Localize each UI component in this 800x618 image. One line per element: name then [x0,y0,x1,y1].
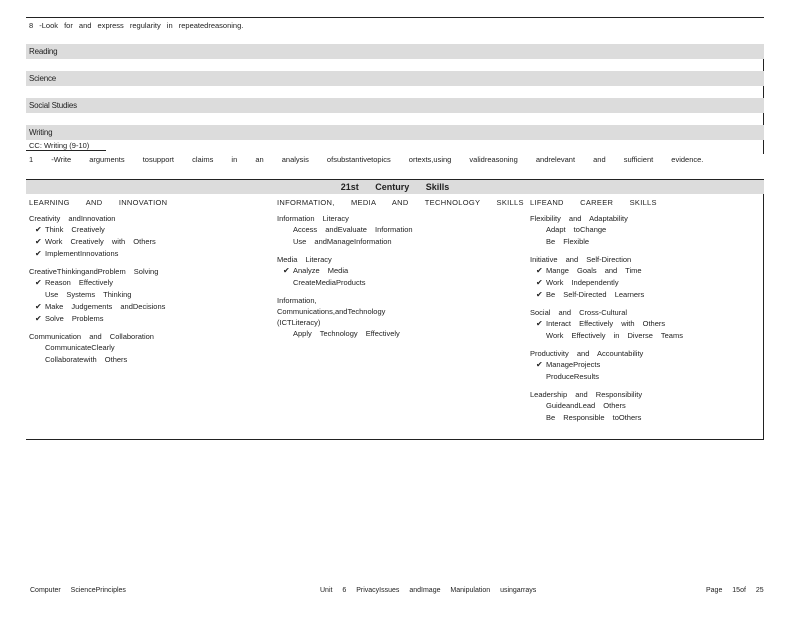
skill-item-label: Be Self-Directed Learners [546,290,645,299]
skills-column-learning [29,198,167,372]
skill-item [530,224,683,236]
skill-group [530,307,683,342]
skill-group-title: Media Literacy [277,255,332,264]
skill-group-title: Social and Cross-Cultural [530,308,628,317]
skill-item-label: Solve Problems [45,314,104,323]
checkmark-icon: ✔ [35,302,42,311]
band-writing-label: Writing [29,128,53,137]
footer-unit: Unit 6 PrivacyIssues andImage Manipulation usingarrays [320,587,537,594]
skill-item-label: Work Creatively with Others [45,237,156,246]
skill-item-label: Work Effectively in Diverse Teams [546,331,683,340]
skill-item-label: CommunicateClearly [45,343,115,352]
band-reading [26,44,764,59]
skill-item [29,354,167,366]
skill-item [530,400,683,412]
skill-group [530,213,683,248]
cc-underline [26,150,106,151]
checkmark-icon: ✔ [536,290,543,299]
skill-item-label: Think Creatively [45,225,105,234]
skill-item [29,236,167,248]
checkmark-icon: ✔ [35,249,42,258]
skill-item [530,412,683,424]
cc-writing-label: CC: Writing (9-10) [29,141,90,150]
skill-group [277,254,524,289]
skill-group-title: Leadership and Responsibility [530,390,643,399]
footer-page: Page 15of 25 [706,587,764,594]
skill-group [29,266,167,325]
skills-bottom-rule [26,439,764,440]
skill-item [530,371,683,383]
skill-group-title: Flexibility and Adaptability [530,214,628,223]
skill-group [530,348,683,383]
top-rule [26,17,764,18]
skills-column-header: LEARNING AND INNOVATION [29,198,168,207]
skill-item-label: Use andManageInformation [293,237,392,246]
skill-group [277,295,524,340]
footer-course: Computer SciencePrinciples [30,587,126,594]
skill-item [277,277,524,289]
skill-item [530,330,683,342]
skills-column-header: LIFEAND CAREER SKILLS [530,198,657,207]
skill-group-title: Productivity and Accountability [530,349,644,358]
skill-item-label: Be Flexible [546,237,590,246]
skill-item-label: Collaboratewith Others [45,355,128,364]
skill-item [29,313,167,325]
skill-item [277,236,524,248]
skill-item-label: Mange Goals and Time [546,266,642,275]
skill-group-title: Information, Communications,andTechnology (ICTLiteracy) [277,296,386,327]
math-practice-line: 8 -Look for and express regularity in repeatedreasoning. [29,21,244,30]
skill-item [29,277,167,289]
skill-item [530,318,683,330]
band-reading-label: Reading [29,47,58,56]
skill-item [29,301,167,313]
skill-item [530,277,683,289]
skill-item-label: Adapt toChange [546,225,607,234]
band-writing [26,125,764,140]
skill-group [530,254,683,301]
skill-item-label: Work Independently [546,278,619,287]
skill-group [530,389,683,424]
checkmark-icon: ✔ [35,314,42,323]
skill-item [29,342,167,354]
band-science [26,71,764,86]
skill-item [277,224,524,236]
skill-item [29,289,167,301]
skill-item-label: Reason Effectively [45,278,113,287]
skill-item-label: GuideandLead Others [546,401,626,410]
checkmark-icon: ✔ [536,319,543,328]
skill-item [29,224,167,236]
checkmark-icon: ✔ [283,266,290,275]
skill-group [277,213,524,248]
skills-column-life-career [530,198,683,430]
skill-item-label: Use Systems Thinking [45,290,132,299]
skill-item-label: Be Responsible toOthers [546,413,642,422]
skill-item-label: CreateMediaProducts [293,278,366,287]
skill-item-label: Analyze Media [293,266,349,275]
skills-column-header: INFORMATION, MEDIA AND TECHNOLOGY SKILLS [277,198,524,207]
skill-item-label: Apply Technology Effectively [293,329,400,338]
checkmark-icon: ✔ [35,278,42,287]
skill-item-label: ImplementInnovations [45,249,119,258]
checkmark-icon: ✔ [35,237,42,246]
skill-group-title: CreativeThinkingandProblem Solving [29,267,159,276]
band-science-label: Science [29,74,57,83]
skill-group [29,213,167,260]
skill-group-title: Information Literacy [277,214,349,223]
writing-standard: 1 -Write arguments tosupport claims in an analysis ofsubstantivetopics ortexts,using validreasoning andrelevant and sufficient evidence. [29,155,704,164]
band-social-studies-label: Social Studies [29,101,77,110]
checkmark-icon: ✔ [536,360,543,369]
skills-column-information [277,198,524,346]
skill-item [530,236,683,248]
skills-right-border [763,179,764,439]
skill-item-label: ProduceResults [546,372,599,381]
skill-item [530,265,683,277]
skills-title: 21st Century Skills [26,180,764,194]
checkmark-icon: ✔ [536,266,543,275]
skill-group-title: Creativity andInnovation [29,214,116,223]
skill-item [277,265,524,277]
skill-item-label: Make Judgements andDecisions [45,302,166,311]
skill-group [29,331,167,366]
skill-item-label: Access andEvaluate Information [293,225,413,234]
checkmark-icon: ✔ [35,225,42,234]
skill-item-label: Interact Effectively with Others [546,319,666,328]
band-social-studies [26,98,764,113]
skill-group-title: Initiative and Self-Direction [530,255,632,264]
checkmark-icon: ✔ [536,278,543,287]
skill-item [277,328,524,340]
skill-item-label: ManageProjects [546,360,601,369]
skill-item [530,359,683,371]
skill-item [530,289,683,301]
skill-item [29,248,167,260]
skill-group-title: Communication and Collaboration [29,332,154,341]
